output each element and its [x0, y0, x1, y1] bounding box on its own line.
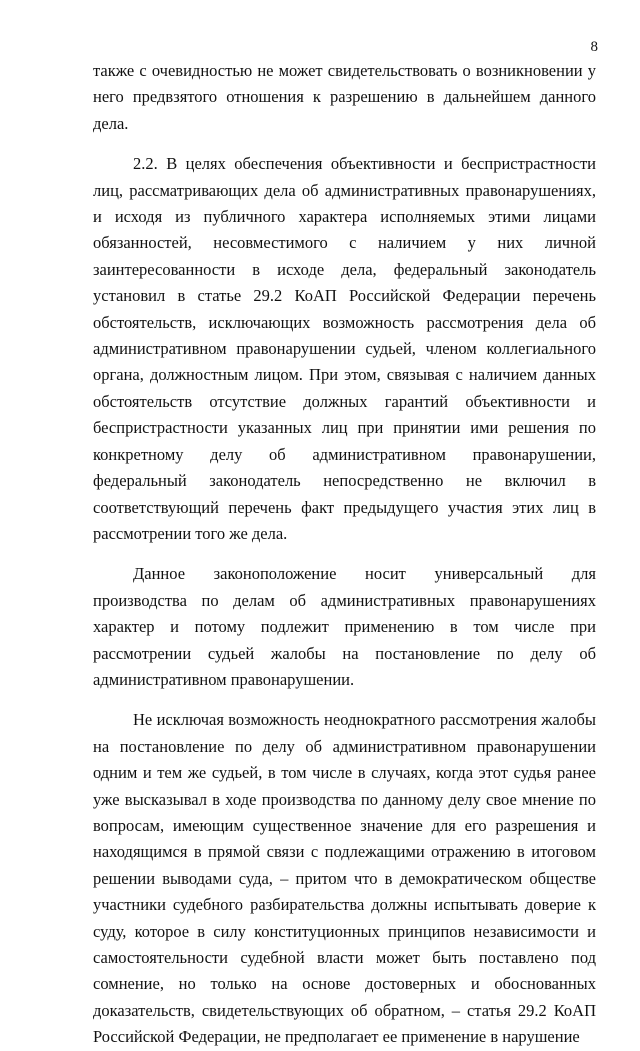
document-body — [93, 58, 596, 1051]
paragraph-section-2-2: 2.2. В целях обеспечения объективности и беспристрастности лиц, рассматривающих дела об административных правонарушениях, и исходя из публичного характера исполняемых этими лицами обязанностей, несовместимого с наличием у них личной заинтересованности в исходе дела, федеральный законодатель установил в статье 29.2 КоАП Российской Федерации перечень обстоятельств, исключающих возможность рассмотрения дела об административном правонарушении судьей, членом коллегиального органа, должностным лицом. При этом, связывая с наличием данных обстоятельств отсутствие должных гарантий объективности и беспристрастности указанных лиц при принятии ими решения по конкретному делу об административном правонарушении, федеральный законодатель непосредственно не включил в соответствующий перечень факт предыдущего участия этих лиц в рассмотрении того же дела. — [93, 154, 596, 543]
paragraph-continuation: также с очевидностью не может свидетельствовать о возникновении у него предвзятого отношения к разрешению в дальнейшем данного дела. — [93, 61, 596, 133]
paragraph-repeated-review: Не исключая возможность неоднократного рассмотрения жалобы на постановление по делу об административном правонарушении одним и тем же судьей, в том числе в случаях, когда этот судья ранее уже высказывал в ходе производства по данному делу свое мнение по вопросам, имеющим существенное значение для его разрешения и находящимся в прямой связи с подлежащими отражению в итоговом решении выводами суда, – притом что в демократическом обществе участники судебного разбирательства должны испытывать доверие к суду, которое в силу конституционных принципов независимости и самостоятельности судебной власти может быть поставлено под сомнение, но только на основе достоверных и обоснованных доказательств, свидетельствующих об обратном, – статья 29.2 КоАП Российской Федерации, не предполагает ее применение в нарушение — [93, 710, 596, 1047]
page-number: 8 — [590, 39, 598, 55]
paragraph-universal-provision: Данное законоположение носит универсальный для производства по делам об административных правонарушениях характер и потому подлежит применению в том числе при рассмотрении судьей жалобы на постановление по делу об административном правонарушении. — [93, 564, 596, 689]
